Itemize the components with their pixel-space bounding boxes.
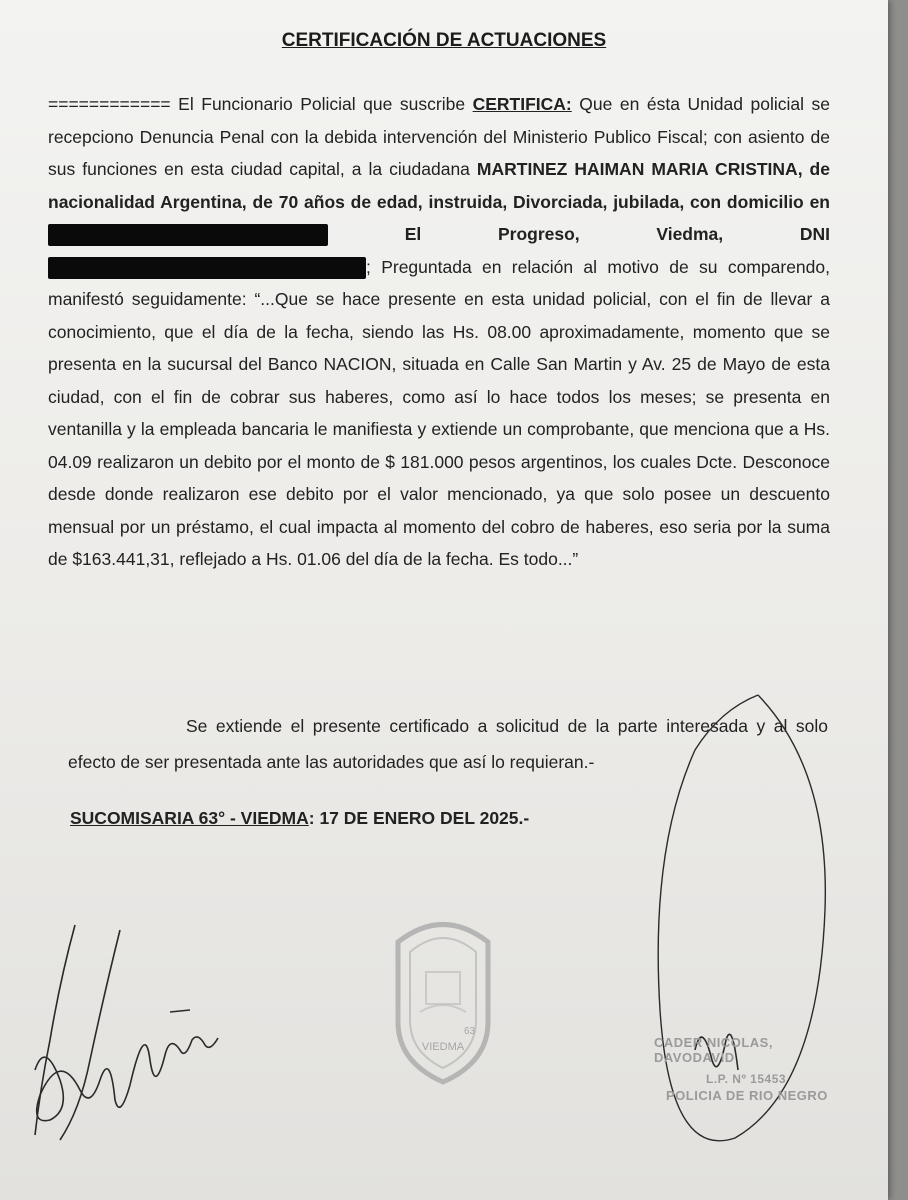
closing-paragraph: Se extiende el presente certificado a solicitud de la parte interesada y al solo efecto de ser presentada ante las autoridades que así lo requieran.- [68, 716, 828, 772]
body-part-2: Que en ésta Unidad policial se recepciono Denuncia Penal con la debida intervención del Ministerio Publico Fiscal; con asiento de sus funciones en esta ciudad capital, a la ciudadana [48, 94, 830, 179]
officer-signature [640, 690, 840, 1155]
officer-id-stamp: L.P. Nº 15453 [706, 1072, 787, 1086]
signature-scribble-icon [20, 920, 240, 1150]
issue-date: : 17 DE ENERO DEL 2025.- [308, 808, 530, 828]
complainant-signature [20, 920, 240, 1155]
officer-org-stamp: POLICIA DE RIO NEGRO [666, 1088, 828, 1103]
redacted-address [48, 224, 328, 246]
police-seal [388, 912, 498, 1097]
body-part-3: ; Preguntada en relación al motivo de su comparendo, manifestó seguidamente: “...Que se hace presente en esta unidad policial, con el fin de llevar a conocimiento, que el día de la fecha, siendo las Hs. 08.00 aproximadamente, momento que se presenta en la sucursal del Banco NACION, situada en Calle San Martin y Av. 25 de Mayo de esta ciudad, con el fin de cobrar sus haberes, como así lo hace todos los meses; se presenta en ventanilla y la empleada bancaria le manifiesta y extiende un comprobante, que menciona que a Hs. 04.09 realizaron un debito por el monto de $ 181.000 pesos argentinos, los cuales Dcte. Desconoce desde donde realizaron ese debito por el valor mencionado, ya que solo posee un descuento mensual por un préstamo, el cual impacta al momento del cobro de haberes, eso seria por la suma de $163.441,31, reflejado a Hs. 01.06 del día de la fecha. Es todo...” [48, 256, 830, 569]
seal-number: 63 [464, 1026, 476, 1037]
address-tail: El Progreso, Viedma, DNI [404, 224, 830, 244]
person-details: MARTINEZ HAIMAN MARIA CRISTINA, de nacionalidad Argentina, de 70 años de edad, instruida, Divorciada, jubilada, con domicilio en [48, 159, 830, 212]
dateline [70, 808, 529, 829]
certifica-keyword: CERTIFICA: [472, 94, 572, 114]
shield-seal-icon [388, 912, 498, 1092]
seal-city: VIEDMA [421, 1041, 465, 1053]
certification-body [48, 88, 830, 576]
body-intro: ============ El Funcionario Policial que suscribe [48, 94, 473, 114]
redacted-dni [48, 257, 366, 279]
officer-name-stamp: CADER NICOLAS, DAVODAVID [654, 1035, 773, 1065]
page-title: CERTIFICACIÓN DE ACTUACIONES [281, 30, 607, 51]
station-name: SUCOMISARIA 63° - VIEDMA [70, 808, 309, 828]
